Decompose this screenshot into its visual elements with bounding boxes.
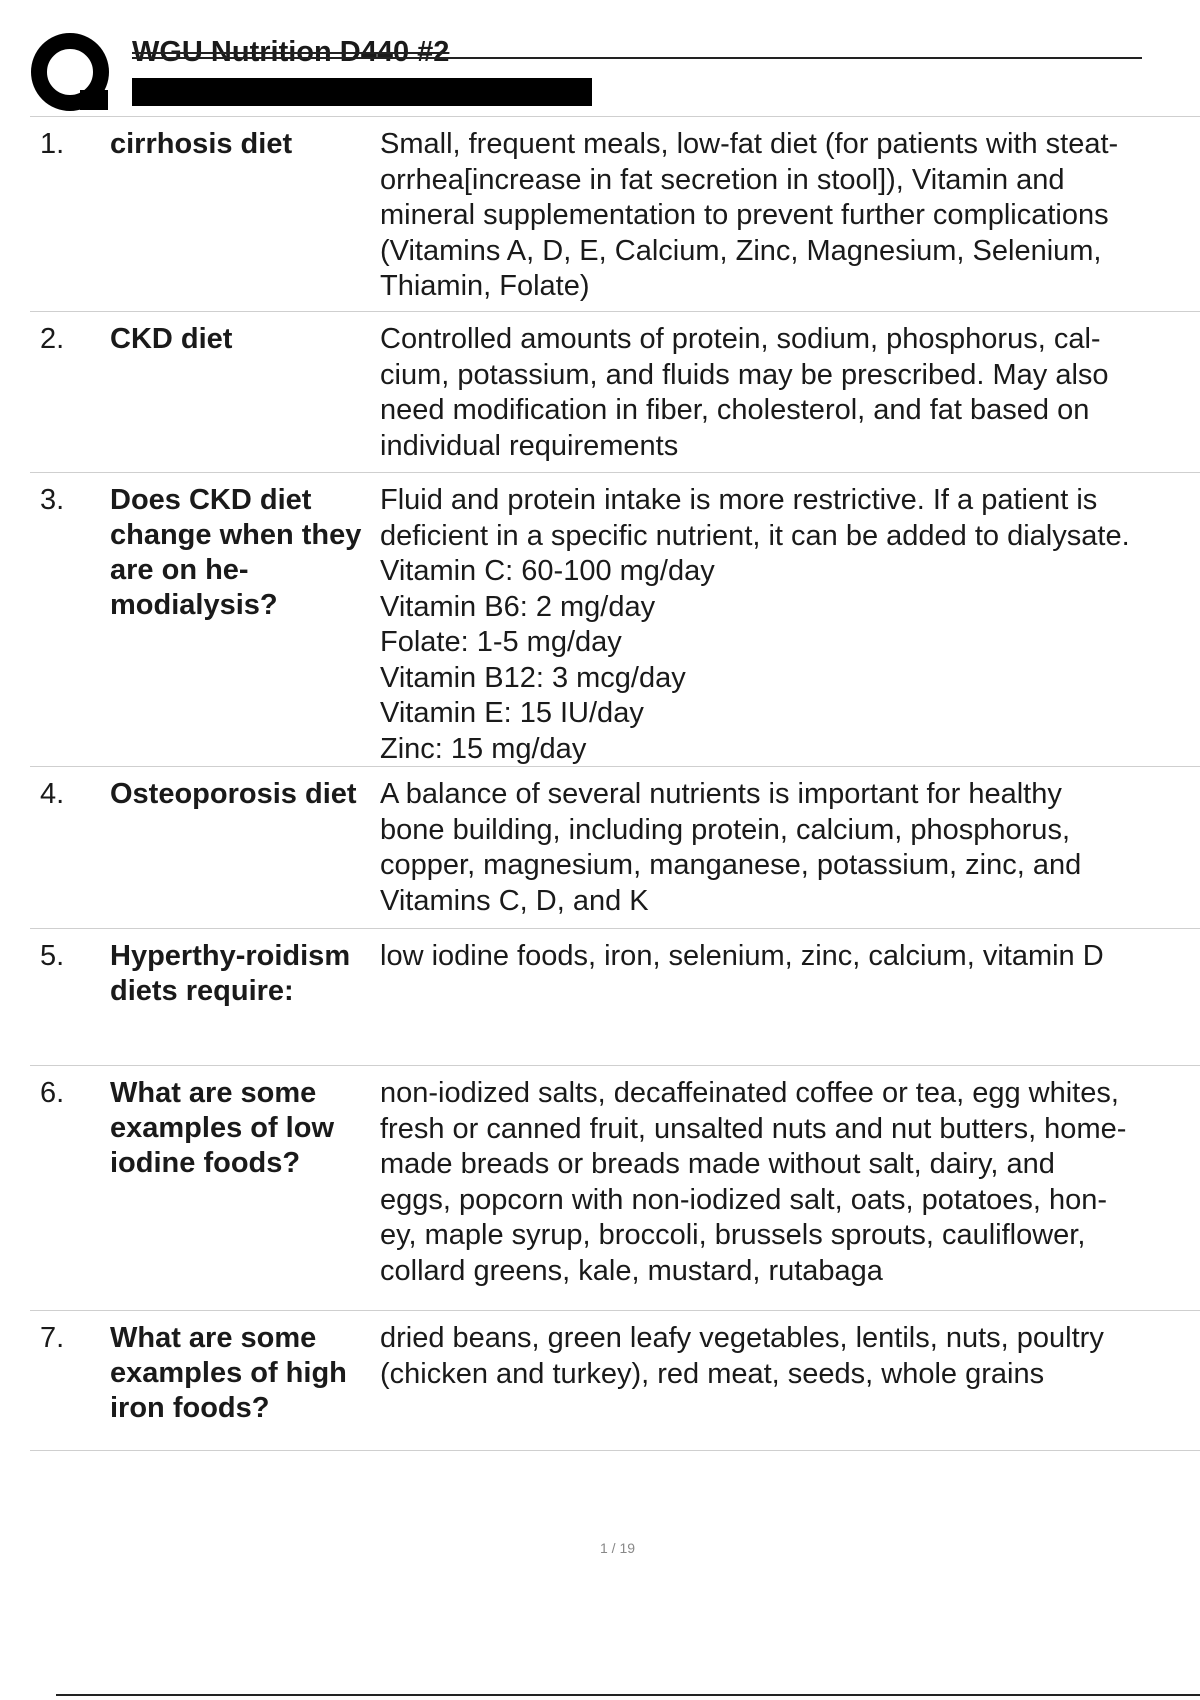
redacted-block	[132, 78, 592, 106]
card-definition: non-iodized salts, decaffeinated coffee or tea, egg whites, fresh or canned fruit, unsalted nuts and nut butters, home- made breads or breads made without salt, dairy, and eggs, popcorn with non-iodized salt, oats, potatoes, hon- ey, maple syrup, broccoli, brussels sprouts, cauliflower, collard greens, kale, mustard, rutabaga	[380, 1077, 1127, 1287]
card-number: 3.	[40, 484, 65, 516]
flashcard-row	[30, 1066, 1200, 1311]
card-term: cirrhosis diet	[110, 128, 293, 160]
card-definition: Controlled amounts of protein, sodium, phosphorus, cal- cium, potassium, and fluids may be prescribed. May also need modification in fiber, cholesterol, and fat based on individual requirements	[380, 323, 1109, 462]
footer-rule	[56, 1694, 1200, 1696]
card-definition: Fluid and protein intake is more restrictive. If a patient is deficient in a specific nutrient, it can be added to dialysate. Vitamin C: 60-100 mg/day Vitamin B6: 2 mg/day Folate: 1-5 mg/day Vitamin B12: 3 mcg/day Vitamin E: 15 IU/day Zinc: 15 mg/day	[380, 484, 1130, 765]
quizlet-logo-icon	[30, 32, 112, 114]
flashcard-row	[30, 117, 1200, 312]
title-rule	[132, 57, 1142, 59]
card-number: 6.	[40, 1077, 65, 1109]
flashcard-row	[30, 312, 1200, 473]
flashcard-row	[30, 929, 1200, 1066]
card-definition: dried beans, green leafy vegetables, lentils, nuts, poultry (chicken and turkey), red meat, seeds, whole grains	[380, 1322, 1104, 1390]
card-term: Osteoporosis diet	[110, 778, 357, 810]
flashcard-row	[30, 473, 1200, 767]
document-title: WGU Nutrition D440 #2	[132, 36, 450, 68]
card-definition: Small, frequent meals, low-fat diet (for patients with steat- orrhea[increase in fat secretion in stool]), Vitamin and mineral supplementation to prevent further complications (Vitamins A, D, E, Calcium, Zinc, Magnesium, Selenium, Thiamin, Folate)	[380, 128, 1119, 302]
card-number: 4.	[40, 778, 65, 810]
card-number: 1.	[40, 128, 65, 160]
flashcard-row	[30, 767, 1200, 929]
card-term: What are some examples of low iodine foods?	[110, 1077, 335, 1179]
card-term: CKD diet	[110, 323, 233, 355]
card-definition: A balance of several nutrients is important for healthy bone building, including protein, calcium, phosphorus, copper, magnesium, manganese, potassium, zinc, and Vitamins C, D, and K	[380, 778, 1082, 917]
card-term: What are some examples of high iron foods?	[110, 1322, 347, 1424]
card-number: 7.	[40, 1322, 65, 1354]
card-number: 5.	[40, 940, 65, 972]
card-number: 2.	[40, 323, 65, 355]
card-term: Hyperthy-roidism diets require:	[110, 940, 351, 1007]
card-term: Does CKD diet change when they are on he-modialysis?	[110, 484, 362, 621]
flashcard-row	[30, 1311, 1200, 1451]
page-number: 1 / 19	[599, 1540, 636, 1556]
card-definition: low iodine foods, iron, selenium, zinc, calcium, vitamin D	[380, 940, 1104, 972]
flashcard-list	[30, 117, 1200, 1451]
